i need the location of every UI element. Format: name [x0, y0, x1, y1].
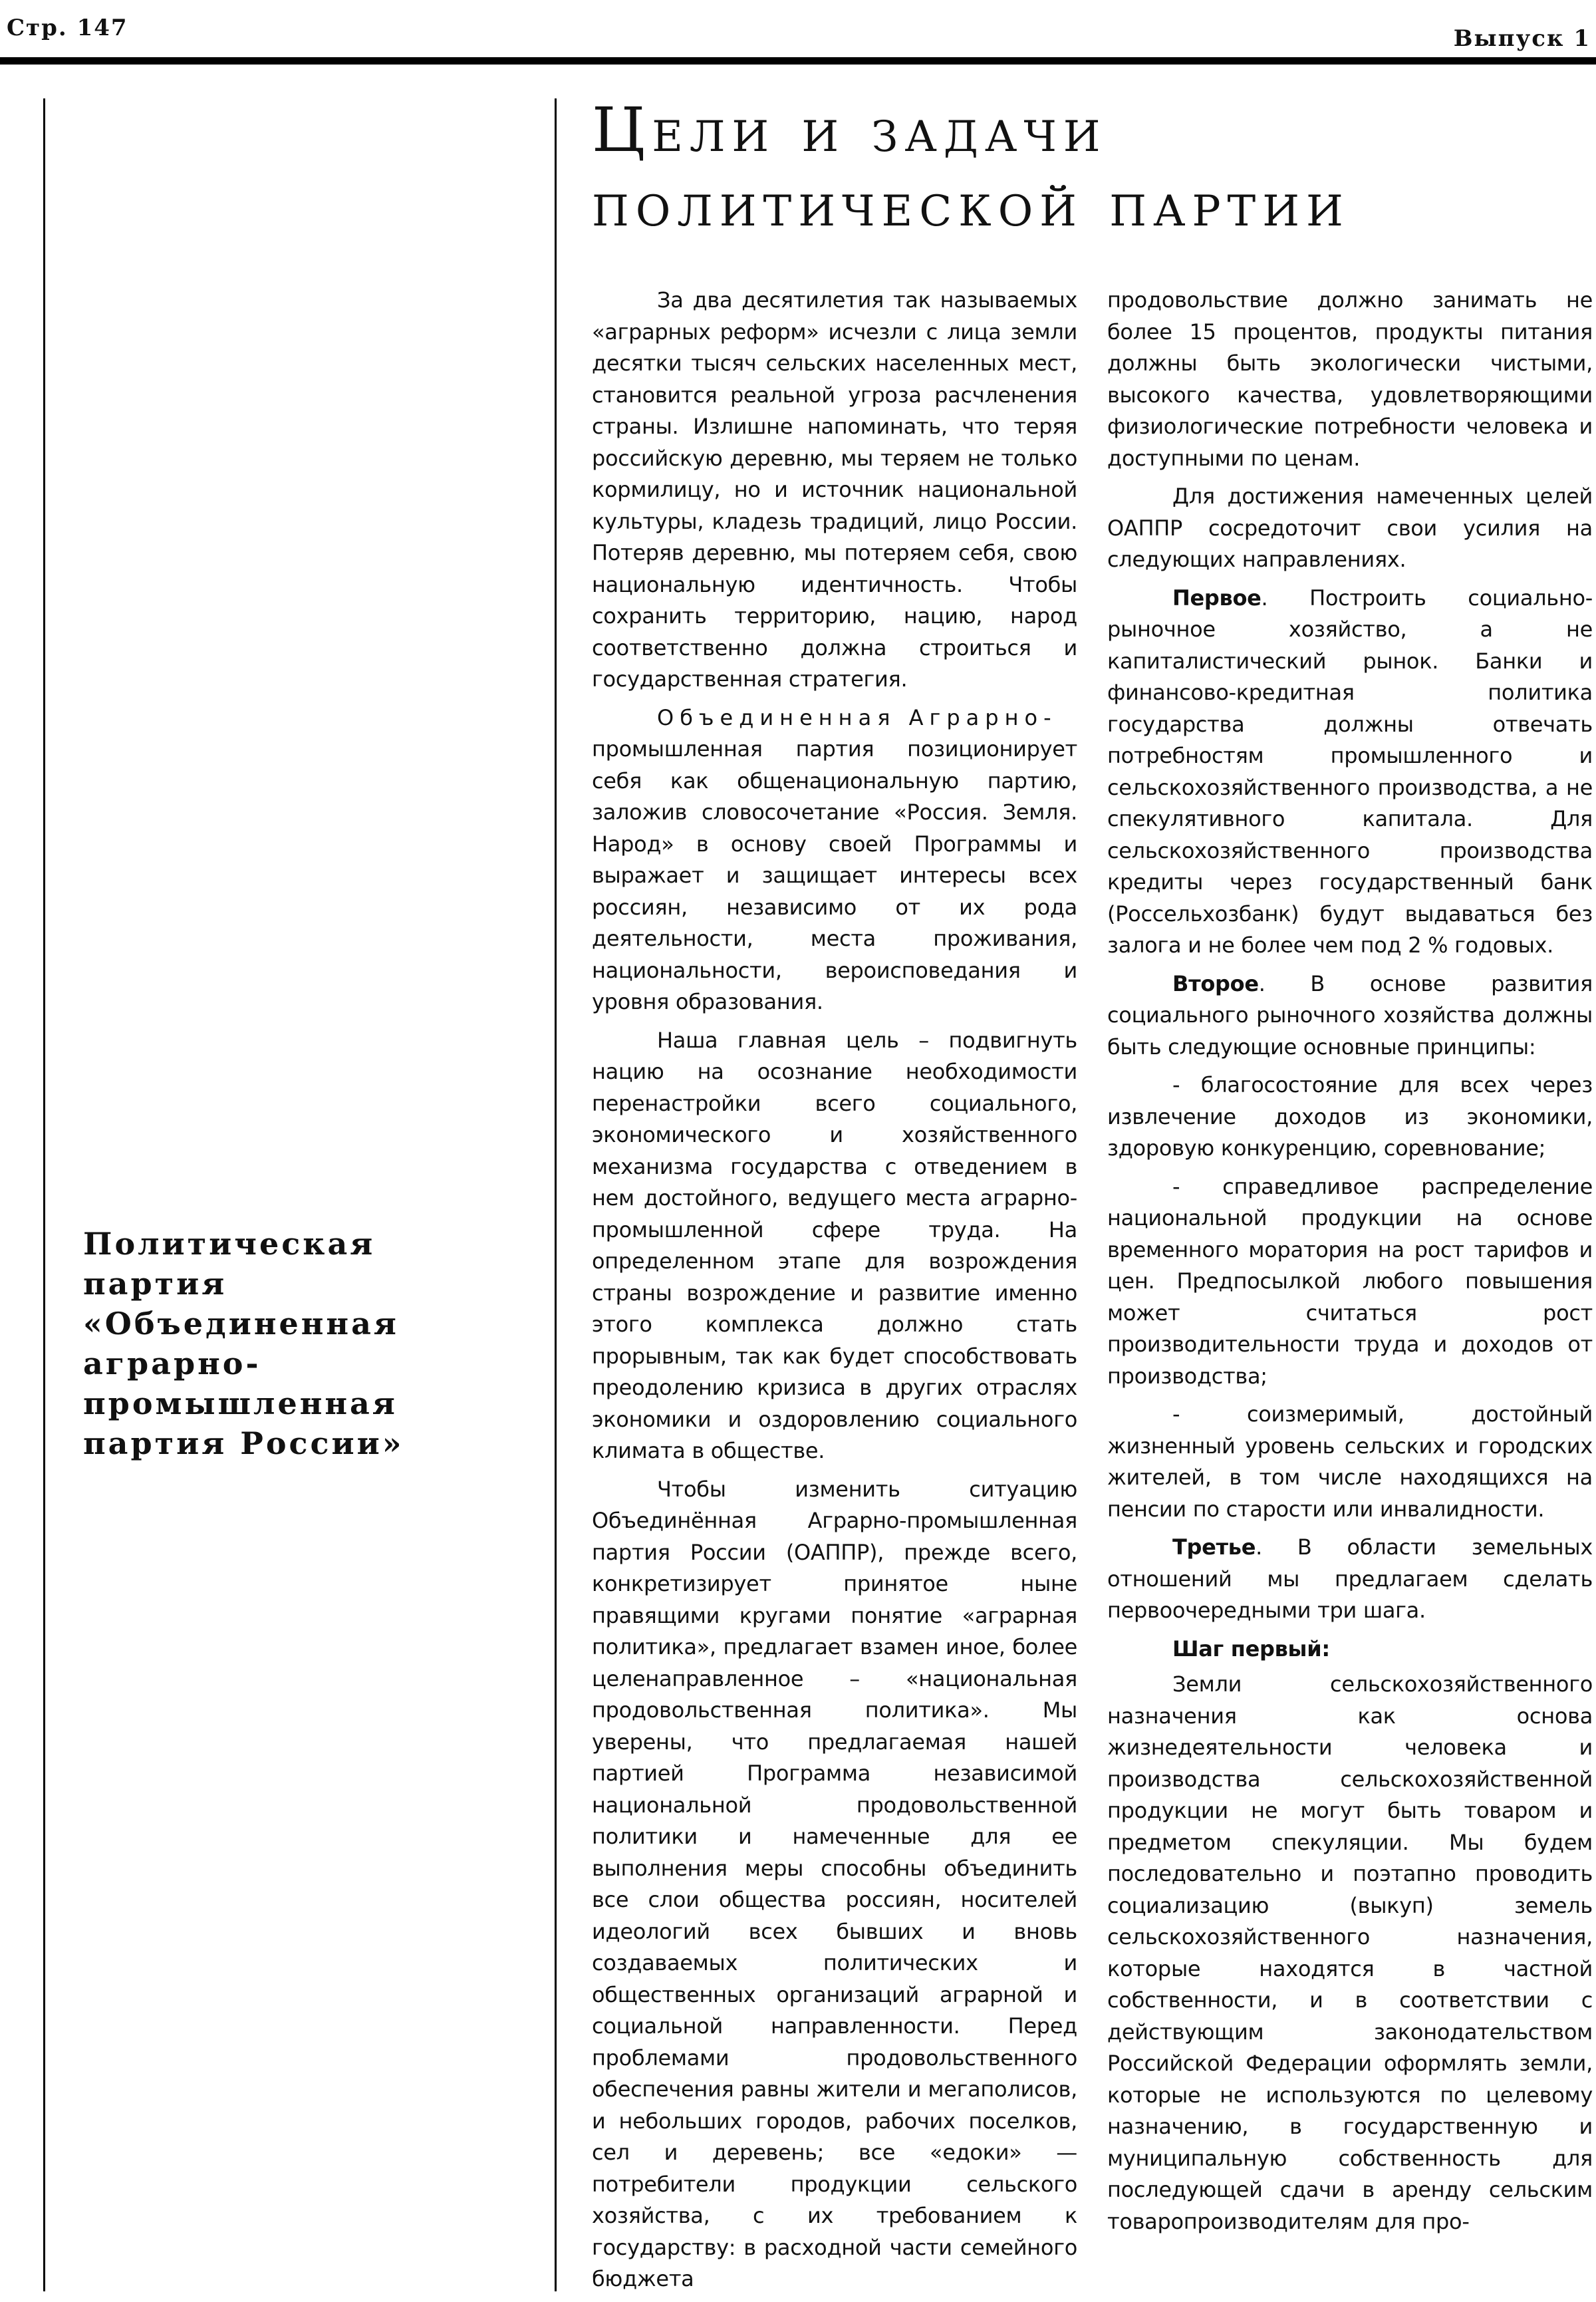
- sidebar-line: аграрно-: [83, 1346, 261, 1381]
- bullet-item: - благосостояние для всех через извлечение доходов из экономики, здоровую конкуренцию, соревнование;: [1107, 1072, 1593, 1161]
- paragraph: [1107, 968, 1593, 1064]
- section-label: Второе: [1172, 970, 1259, 996]
- sidebar-line: Политическая: [83, 1226, 376, 1262]
- page-number: Стр. 147: [7, 15, 128, 41]
- header-rule: [0, 57, 1596, 65]
- sidebar-line: «Объединенная: [83, 1306, 399, 1342]
- column-divider-rule: [555, 98, 557, 2291]
- paragraph: Наша главная цель – подвигнуть нацию на осознание необходимости перенастройки всего социального, экономического и хозяйственного механизма государства с отведением в нем достойного, ведущего места аграрно-промышленной сфере труда. На определенном этапе для возрождения страны возрождение и развитие именно этого комплекса должно стать прорывным, так как будет способствовать преодолению кризиса в других отраслях экономики и оздоровлению социального климата в обществе.: [592, 1027, 1077, 1463]
- left-margin-rule: [43, 98, 45, 2291]
- sidebar-line: партия: [83, 1266, 227, 1302]
- issue-number: Выпуск 1: [1453, 25, 1591, 52]
- step-heading: Шаг первый:: [1172, 1636, 1330, 1661]
- section-label: Первое: [1172, 585, 1262, 611]
- text-column-1: [592, 285, 1077, 2302]
- text-column-2: [1107, 285, 1593, 2244]
- paragraph: промышленная партия позиционирует себя как общенациональную партию, заложив словосочетание «Россия. Земля. Народ» в основу своей Программы и выражает и защищает интересы всех россиян, независимо от их рода деятельности, места проживания, национальности, вероисповедания и уровня образования.: [592, 736, 1077, 1014]
- paragraph: [1107, 583, 1593, 962]
- sidebar-line: партия России»: [83, 1425, 404, 1461]
- sidebar-line: промышленная: [83, 1385, 398, 1421]
- paragraph: Земли сельскохозяйственного назначения как основа жизнедеятельности человека и производства сельскохозяйственной продукции не могут быть товаром и предметом спекуляции. Мы будем последовательно и поэтапно проводить социализацию (выкуп) земель сельскохозяйственного назначения, которые находятся в частной собственности, и в соответствии с действующим законодательством Российской Федерации оформлять земли, которые не используются по целевому назначению, в государственную и муниципальную собственность для последующей сдачи в аренду сельским товаропроизводителям для про-: [1107, 1671, 1593, 2234]
- article-title-line-1: Цели и задачи: [592, 94, 1107, 166]
- bullet-item: - соизмеримый, достойный жизненный уровень сельских и городских жителей, в том числе находящихся на пенсии по старости или инвалидности.: [1107, 1401, 1593, 1522]
- bullet-item: - справедливое распределение национальной продукции на основе временного моратория на рост тарифов и цен. Предпосылкой любого повышения может считаться рост производительности труда и доходов от производства;: [1107, 1173, 1593, 1389]
- paragraph: Для достижения намеченных целей ОАППР сосредоточит свои усилия на следующих направлениях.: [1107, 484, 1593, 572]
- paragraph-spaced-line: Объединенная Аграрно-: [657, 704, 1057, 730]
- article-title: [592, 93, 1576, 242]
- article-title-line-2: политической партии: [592, 169, 1350, 240]
- paragraph-text: . В основе развития социального рыночного хозяйства должны быть следующие основные принципы:: [1107, 970, 1593, 1060]
- paragraph: За два десятилетия так называемых «аграрных реформ» исчезли с лица земли десятки тысяч сельских населенных мест, становится реальной угроза расчленения страны. Излишне напоминать, что теряя российскую деревню, мы теряем не только кормилицу, но и источник национальной культуры, кладезь традиций, лицо России. Потеряв деревню, мы потеряем себя, свою национальную идентичность. Чтобы сохранить территорию, нацию, народ соответственно должна строиться и государственная стратегия.: [592, 287, 1077, 692]
- paragraph-text: . В области земельных отношений мы предлагаем сделать первоочередными три шага.: [1107, 1534, 1593, 1623]
- paragraph-text: . Построить социально-рыночное хозяйство, а не капиталистический рынок. Банки и финансово-кредитная политика государства должны отвечать потребностям промышленного и сельскохозяйственного производства, а не спекулятивного капитала. Для сельскохозяйственного производства кредиты через государственный банк (Россельхозбанк) будут выдаваться без залога и не более чем под 2 % годовых.: [1107, 585, 1593, 958]
- section-label: Третье: [1172, 1534, 1256, 1560]
- paragraph: продовольствие должно занимать не более 15 процентов, продукты питания должны быть экологически чистыми, высокого качества, удовлетворяющими физиологические потребности человека и доступными по ценам.: [1107, 287, 1593, 471]
- paragraph: Чтобы изменить ситуацию Объединённая Аграрно-промышленная партия России (ОАППР), прежде всего, конкретизирует принятое ныне правящими кругами понятие «аграрная политика», предлагает взамен иное, более целенаправленное – «национальная продовольственная политика». Мы уверены, что предлагаемая нашей партией Программа независимой национальной продовольственной политики и намеченные для ее выполнения меры способны объединить все слои общества россиян, носителей идеологий всех бывших и вновь создаваемых политических и общественных организаций аграрной и социальной направленности. Перед проблемами продовольственного обеспечения равны жители и мегаполисов, и небольших городов, рабочих поселков, сел и деревень; все «едоки» — потребители продукции сельского хозяйства, с их требованием к государству: в расходной части семейного бюджета: [592, 1476, 1077, 2291]
- sidebar-caption: [83, 1224, 456, 1463]
- paragraph: [1107, 1532, 1593, 1627]
